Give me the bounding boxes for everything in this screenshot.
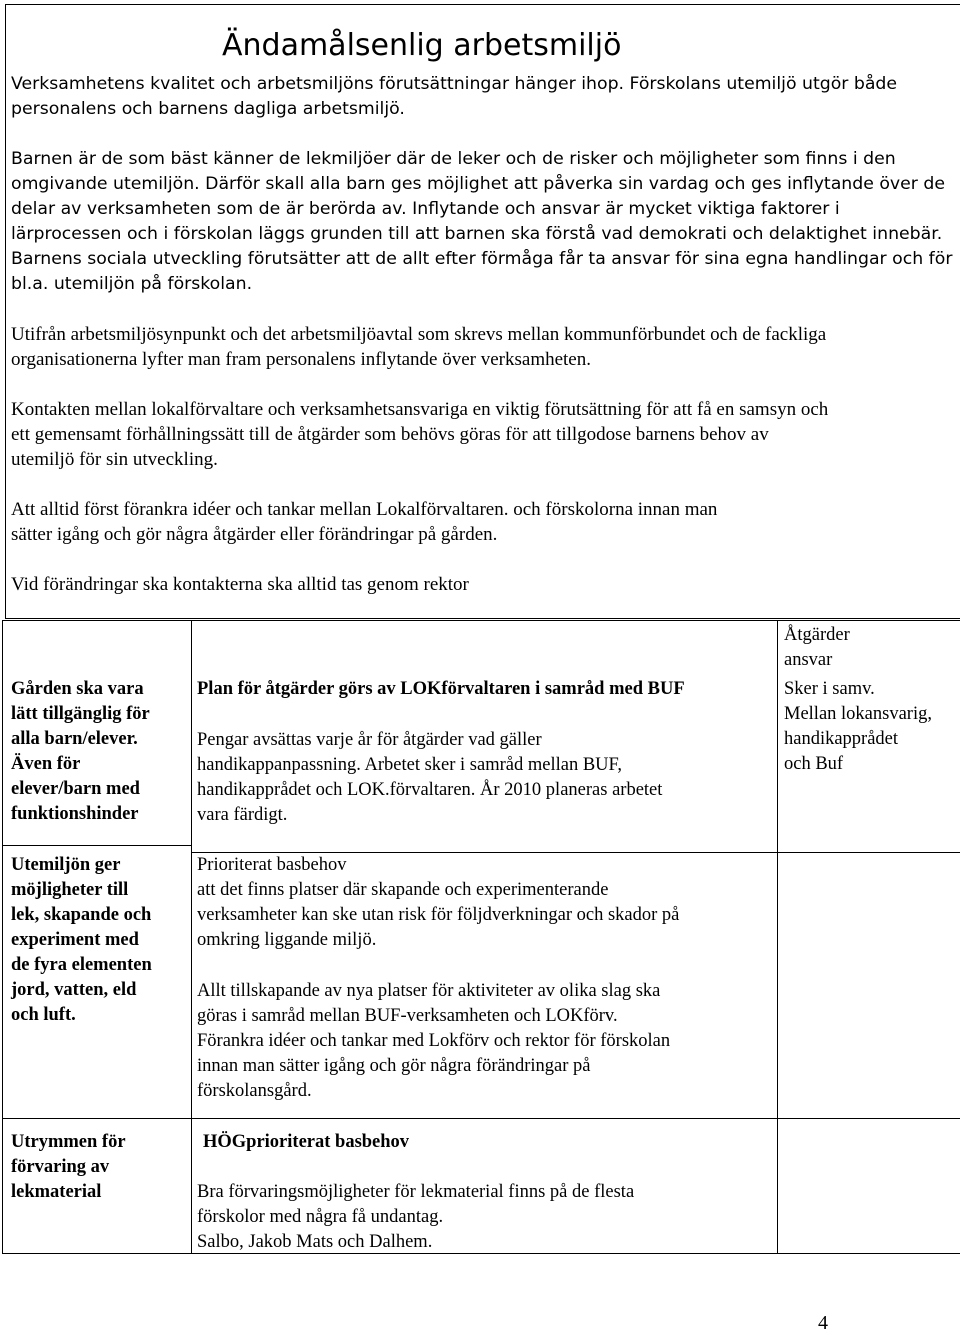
plan-line: verksamheter kan ske utan risk för följdverkningar och skador på — [197, 905, 680, 925]
plan-line: Bra förvaringsmöjligheter för lekmaterial finns på de flesta — [197, 1182, 635, 1202]
text-line: omgivande utemiljön. Därför skall alla barn ges möjlighet att påverka sin vardag och ges inflytande över de — [11, 174, 945, 194]
row-divider — [3, 845, 191, 846]
responsible-line: handikapprådet — [784, 729, 899, 749]
plan-line: handikappanpassning. Arbetet sker i samråd mellan BUF, — [197, 755, 622, 775]
plan-line: förskolansgård. — [197, 1081, 312, 1101]
text-line: organisationerna lyfter man fram personalens inflytande över verksamheten. — [11, 349, 591, 370]
text-line: delar av verksamheten som de är berörda av. Inflytande och ansvar är mycket viktiga faktorer i — [11, 199, 840, 219]
responsible-line: Mellan lokansvarig, — [784, 704, 932, 724]
plan-line: omkring liggande miljö. — [197, 930, 377, 950]
row3-plan-text — [197, 1180, 634, 1255]
plan-line: Förankra idéer och tankar med Lokförv och rektor för förskolan — [197, 1031, 671, 1051]
header-line: ansvar — [784, 650, 833, 670]
row2-plan-block-2 — [197, 979, 670, 1104]
text-line: Att alltid först förankra idéer och tankar mellan Lokalförvaltaren. och förskolorna innan man — [11, 499, 718, 520]
goal-line: lekmaterial — [11, 1182, 102, 1202]
goal-line: Utemiljön ger — [11, 855, 121, 875]
column-divider — [191, 621, 192, 1253]
contact-paragraph — [11, 397, 956, 472]
plan-line: göras i samråd mellan BUF-verksamheten och LOKförv. — [197, 1006, 618, 1026]
text-line: lärprocessen och i förskolan läggs grunden till att barnen ska förstå vad demokrati och delaktighet innebär. — [11, 224, 943, 244]
goal-line: och luft. — [11, 1005, 76, 1025]
text-line: bl.a. utemiljön på förskolan. — [11, 274, 253, 294]
row-divider — [3, 1118, 960, 1119]
page-number: 4 — [818, 1312, 828, 1334]
text-line: personalens och barnens dagliga arbetsmiljö. — [11, 99, 405, 119]
goal-line: de fyra elementen — [11, 955, 152, 975]
work-environment-paragraph — [11, 322, 956, 372]
text-line: Utifrån arbetsmiljösynpunkt och det arbetsmiljöavtal som skrevs mellan kommunförbundet och de fackliga — [11, 324, 827, 345]
header-measures-responsibility — [784, 623, 850, 673]
goal-line: lätt tillgänglig för — [11, 704, 150, 724]
text-line: Barnen är de som bäst känner de lekmiljöer där de leker och de risker och möjligheter som finns i den — [11, 149, 896, 169]
row2-plan-block-1 — [197, 853, 679, 953]
text-line: sätter igång och gör några åtgärder eller förändringar på gården. — [11, 524, 498, 545]
text-line: Kontakten mellan lokalförvaltare och verksamhetsansvariga en viktig förutsättning för att få en samsyn och — [11, 399, 829, 420]
intro-paragraph — [11, 72, 956, 122]
row3-goal — [11, 1130, 126, 1205]
row1-plan-text — [197, 728, 662, 828]
goal-line: funktionshinder — [11, 804, 139, 824]
goal-line: experiment med — [11, 930, 139, 950]
plan-line: innan man sätter igång och gör några förändringar på — [197, 1056, 591, 1076]
text-line: utemiljö för sin utveckling. — [11, 449, 218, 470]
goal-line: lek, skapande och — [11, 905, 152, 925]
goal-line: alla barn/elever. — [11, 729, 138, 749]
goal-line: Gården ska vara — [11, 679, 144, 699]
anchor-paragraph — [11, 497, 956, 547]
header-line: Åtgärder — [784, 625, 850, 645]
plan-line: handikapprådet och LOK.förvaltaren. År 2010 planeras arbetet — [197, 780, 663, 800]
goal-line: elever/barn med — [11, 779, 140, 799]
goal-line: Även för — [11, 754, 81, 774]
row2-goal — [11, 853, 152, 1028]
goal-line: jord, vatten, eld — [11, 980, 137, 1000]
row1-goal — [11, 677, 150, 827]
row3-plan-heading: HÖGprioriterat basbehov — [203, 1132, 410, 1152]
plan-line: vara färdigt. — [197, 805, 288, 825]
plan-line: Allt tillskapande av nya platser för aktiviteter av olika slag ska — [197, 981, 661, 1001]
plan-line: förskolor med några få undantag. — [197, 1207, 444, 1227]
goal-line: Utrymmen för — [11, 1132, 126, 1152]
responsible-line: Sker i samv. — [784, 679, 875, 699]
text-line: ett gemensamt förhållningssätt till de åtgärder som behövs göras för att tillgodose barnens behov av — [11, 424, 769, 445]
row1-plan-heading: Plan för åtgärder görs av LOKförvaltaren i samråd med BUF — [197, 679, 685, 699]
text-line: Verksamhetens kvalitet och arbetsmiljöns förutsättningar hänger ihop. Förskolans utemiljö utgör både — [11, 74, 898, 94]
column-divider — [777, 621, 778, 1253]
text-line: Vid förändringar ska kontakterna ska alltid tas genom rektor — [11, 574, 469, 595]
plan-line: Pengar avsättas varje år för åtgärder vad gäller — [197, 730, 542, 750]
plan-line: att det finns platser där skapande och experimenterande — [197, 880, 609, 900]
text-line: Barnens sociala utveckling förutsätter att de allt efter förmåga får ta ansvar för sina egna handlingar och för — [11, 249, 953, 269]
plan-line: Prioriterat basbehov — [197, 855, 347, 875]
goal-line: möjligheter till — [11, 880, 129, 900]
changes-paragraph — [11, 572, 956, 597]
responsible-line: och Buf — [784, 754, 844, 774]
goal-line: förvaring av — [11, 1157, 110, 1177]
children-paragraph — [11, 147, 956, 297]
page-title: Ändamålsenlig arbetsmiljö — [222, 28, 622, 63]
plan-line: Salbo, Jakob Mats och Dalhem. — [197, 1232, 433, 1252]
row1-responsible — [784, 677, 932, 777]
